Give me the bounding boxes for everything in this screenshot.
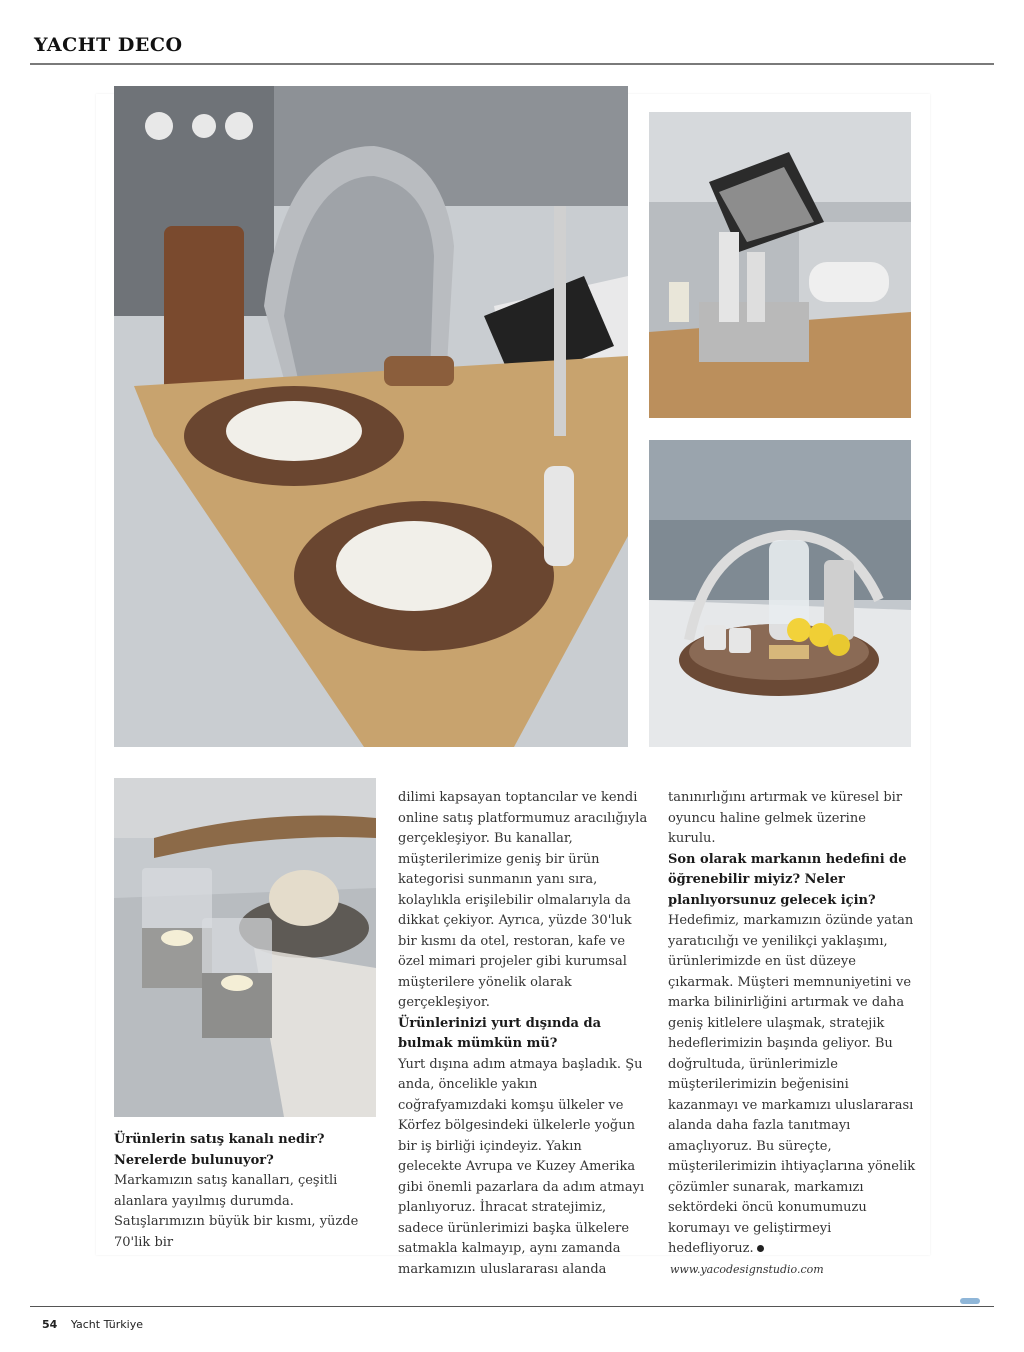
answer-abroad: Yurt dışına adım atmaya başladık. Şu anda, öncelikle yakın coğrafyamızdaki komşu ülkeler ve Körfez bölgesindeki ülkelerle yoğun bir iş birliği içindeyiz. Yakın gelecekte Avrupa ve Kuzey Amerika gibi önemli pazarlara da adım atmayı planlıyoruz. İhracat stratejimiz, sadece ürünlerimizi başka ülkelere satmakla kalmayıp, aynı zamanda markamızın uluslararası alanda xyxy=(398,1056,645,1277)
article-column-left xyxy=(114,1130,376,1253)
answer-abroad-cont: tanınırlığını artırmak ve küresel bir oyuncu haline gelmek üzerine kurulu. xyxy=(668,790,903,846)
answer-sales-channels-cont: dilimi kapsayan toptancılar ve kendi online satış platformumuz aracılığıyla gerçekleşiyor. Bu kanallar, müşterilerimize geniş bir ürün kategorisi sunmanın yanı sıra, kolaylıkla erişilebilir olmalarıyla da dikkat çekiyor. Ayrıca, yüzde 30'luk bir kısmı da otel, restoran, kafe ve özel mimari projeler gibi kurumsal müşterilere yönelik olarak gerçekleşiyor. xyxy=(398,790,648,1010)
footer xyxy=(42,1318,143,1331)
page-number: 54 xyxy=(42,1318,58,1331)
answer-sales-channels-start: Markamızın satış kanalları, çeşitli alanlara yayılmış durumda. Satışlarımızın büyük bir kısmı, yüzde 70'lik bir xyxy=(114,1173,359,1250)
header-rule xyxy=(30,63,994,65)
deck-tray-photo xyxy=(649,112,911,418)
answer-brand-goal-text: Hedefimiz, markamızın özünde yatan yaratıcılığı ve yenilikçi yaklaşımı, ürünlerimizde en üst düzeye çıkarmak. Müşteri memnuniyetini ve marka bilinirliğini artırmak ve daha geniş kitlelere ulaşmak, stratejik hedeflerimizin başında geliyor. Bu doğrultuda, ürünlerimizle müşterilerimizin beğenisini kazanmayı ve markamızı uluslararası alanda daha fazla tanıtmayı amaçlıyoruz. Bu süreçte, müşterilerimizin ihtiyaçlarına yönelik çözümler sunarak, markamızı sektördeki öncü konumumuzu korumayı ve geliştirmeyi hedefliyoruz. xyxy=(668,913,916,1256)
end-mark-icon xyxy=(757,1245,764,1252)
question-sales-channels: Ürünlerin satış kanalı nedir? Nerelerde bulunuyor? xyxy=(114,1132,325,1168)
section-title: YACHT DECO xyxy=(34,34,183,56)
answer-brand-goal xyxy=(668,911,916,1260)
lemon-tray-photo xyxy=(649,440,911,747)
candle-holders-photo xyxy=(114,778,376,1117)
main-dining-photo xyxy=(114,86,628,747)
question-brand-goal: Son olarak markanın hedefini de öğrenebilir miyiz? Neler planlıyorsunuz gelecek için? xyxy=(668,851,907,908)
question-abroad: Ürünlerinizi yurt dışında da bulmak mümkün mü? xyxy=(398,1015,601,1051)
article-column-right xyxy=(668,788,916,1280)
website-link[interactable]: www.yacodesignstudio.com xyxy=(670,1262,824,1276)
magazine-name: Yacht Türkiye xyxy=(70,1318,143,1331)
tab-marker-icon xyxy=(960,1298,980,1304)
article-column-middle xyxy=(398,788,648,1280)
footer-rule xyxy=(30,1306,994,1307)
